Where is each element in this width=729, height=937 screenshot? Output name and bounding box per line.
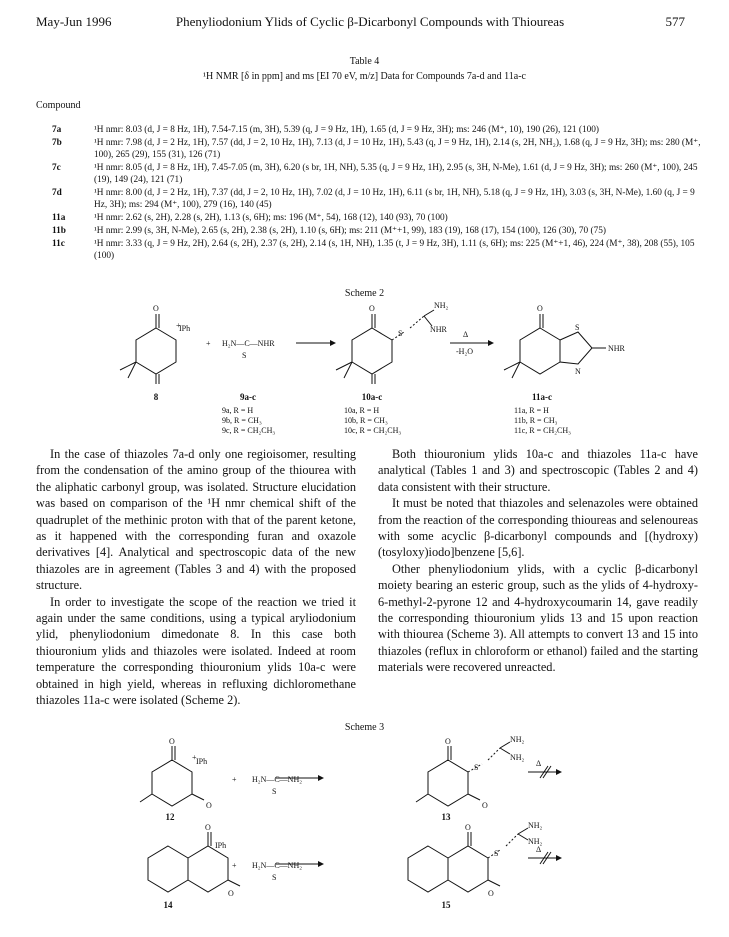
page-number: 577 <box>665 14 685 29</box>
compound-id: 7b <box>52 138 62 148</box>
structure-8-ring <box>136 328 176 374</box>
svg-text:O: O <box>465 823 471 832</box>
iph-label: IPh <box>179 324 191 333</box>
scheme-3-drawing <box>0 736 729 906</box>
structure-11-ring <box>520 328 560 374</box>
body-column-left <box>36 446 356 709</box>
reagent-thiourea-2: H₂N—C—NH₂ <box>252 861 303 870</box>
table-column-header-compound: Compound <box>36 100 81 111</box>
table-label: Table 4 <box>349 56 380 67</box>
compound-id: 11b <box>52 226 66 236</box>
svg-text:+: + <box>232 775 237 784</box>
nhr-label: NHR <box>430 325 447 334</box>
r-group-list-9: 9a, R = H 9b, R = CH₃ 9c, R = CH₂CH₃ <box>222 406 276 435</box>
reagent-thiourea: H₂N—C—NH₂ <box>252 775 303 784</box>
reagent-9: H₂N—C—NHR <box>222 339 275 348</box>
table-row <box>36 212 704 224</box>
scheme-2-title: Scheme 2 <box>344 288 385 299</box>
svg-text:O: O <box>206 801 212 810</box>
svg-text:+: + <box>176 321 181 330</box>
structure-15-ring-b <box>448 846 488 892</box>
body-column-right <box>378 446 698 676</box>
svg-text:+: + <box>232 861 237 870</box>
compound-label-9: 9a-c <box>240 392 256 402</box>
thio-s: S <box>242 351 247 360</box>
table-row <box>36 225 704 237</box>
structure-12-ring <box>152 760 192 806</box>
table-row <box>36 187 704 211</box>
r-group-list-10: 10a, R = H 10b, R = CH₃ 10c, R = CH₂CH₃ <box>344 406 402 435</box>
svg-text:S: S <box>494 849 499 858</box>
svg-text:O: O <box>205 823 211 832</box>
scheme-3-title: Scheme 3 <box>344 722 385 733</box>
compound-label-8: 8 <box>153 392 159 402</box>
running-header-date: May-Jun 1996 <box>36 14 112 29</box>
nmr-ms-data: ¹H nmr: 2.62 (s, 2H), 2.28 (s, 2H), 1.13 (s, 6H); ms: 196 (M⁺, 54), 168 (12), 140 (93), 70 (100) <box>94 213 448 223</box>
thio-s-12: S <box>272 787 277 796</box>
svg-text:O: O <box>153 304 159 313</box>
paragraph: It must be noted that thiazoles and selenazoles were obtained from the reaction of the corresponding thioureas and selenoureas with some acyclic β-dicarbonyl compounds and [(hydroxy)(tosyloxy)iodo]benzene [5,6]. <box>378 496 698 560</box>
nmr-ms-data: ¹H nmr: 8.03 (d, J = 8 Hz, 1H), 7.54-7.15 (m, 3H), 5.39 (q, J = 9 Hz, 1H), 1.65 (d, J = 9 Hz, 3H); ms: 246 (M⁺, 10), 190 (26), 121 (100) <box>94 125 600 135</box>
structure-13-ring <box>428 760 468 806</box>
svg-text:N: N <box>575 367 581 376</box>
nh2-label-15b: NH₂ <box>528 837 543 846</box>
paragraph: In the case of thiazoles 7a-d only one regioisomer, resulting from the condensation of the amino group of the thiourea with the aliphatic carbonyl group, was isolated. Structure elucidation was based on comparison of the ¹H nmr chemical shift of the quadruplet of the methinic proton with that of the parent ketone, as it happened with the corresponding furan and oxazole derivatives [4]. Analytical and spectroscopic data of the new thiazoles are in agreement (Tables 3 and 4) with the proposed structure. <box>36 447 356 593</box>
compound-id: 7c <box>52 163 61 173</box>
compound-id: 11a <box>52 213 66 223</box>
svg-text:O: O <box>537 304 543 313</box>
delta-label-13: Δ <box>536 759 542 768</box>
compound-label-11: 11a-c <box>532 392 552 402</box>
compound-label-15: 15 <box>441 900 451 910</box>
nmr-ms-data: ¹H nmr: 7.98 (d, J = 2 Hz, 1H), 7.57 (dd, J = 2, 10 Hz, 1H), 7.13 (d, J = 10 Hz, 1H), 5.43 (q, J = 9 Hz, 1H), 2.14 (s, 2H, NH₂), 1.68 (q, J = 9 Hz, 3H); ms: 280 (M⁺, 100), 265 (29), 155 (31), 126 (71) <box>94 138 701 160</box>
nmr-ms-data: ¹H nmr: 8.00 (d, J = 2 Hz, 1H), 7.37 (dd, J = 2, 10 Hz, 1H), 7.02 (d, J = 10 Hz, 1H), 6.11 (s br, 1H, NH), 5.18 (q, J = 9 Hz, 1H), 3.03 (s, 3H, N-Me), 1.60 (q, J = 9 Hz, 3H); ms: 294 (M⁺, 100), 279 (16), 140 (45) <box>94 188 695 210</box>
svg-text:S: S <box>398 329 403 338</box>
iph-label-12: IPh <box>196 757 208 766</box>
svg-text:S: S <box>575 323 580 332</box>
nmr-ms-data: ¹H nmr: 2.99 (s, 3H, N-Me), 2.65 (s, 2H), 2.38 (s, 2H), 1.10 (s, 6H); ms: 211 (M⁺+1, 99), 183 (19), 168 (17), 154 (100), 126 (30), 70 (75) <box>94 226 606 236</box>
table-row <box>36 137 704 161</box>
running-header-title: Phenyliodonium Ylids of Cyclic β-Dicarbonyl Compounds with Thioureas <box>175 14 565 29</box>
svg-text:O: O <box>482 801 488 810</box>
table-row <box>36 124 704 136</box>
thio-s-14: S <box>272 873 277 882</box>
paragraph: Both thiouronium ylids 10a-c and thiazoles 11a-c have analytical (Tables 1 and 3) and spectroscopic (Tables 2 and 4) data consistent with their structure. <box>378 447 698 494</box>
svg-text:O: O <box>445 737 451 746</box>
svg-text:+: + <box>206 339 211 348</box>
svg-text:O: O <box>228 889 234 898</box>
table-row <box>36 162 704 186</box>
nh2-label: NH₂ <box>434 301 449 310</box>
nh2-label-15a: NH₂ <box>528 821 543 830</box>
table-row <box>36 238 704 262</box>
structure-14-ring-a <box>148 846 188 892</box>
structure-14-ring-b <box>188 846 228 892</box>
nmr-ms-data: ¹H nmr: 8.05 (d, J = 8 Hz, 1H), 7.45-7.05 (m, 3H), 6.20 (s br, 1H, NH), 5.35 (q, J = 9 Hz, 1H), 2.95 (s, 3H, N-Me), 1.61 (d, J = 9 Hz, 3H); ms: 260 (M⁺, 100), 245 (19), 149 (24), 121 (71) <box>94 163 698 185</box>
compound-id: 7d <box>52 188 62 198</box>
svg-text:O: O <box>369 304 375 313</box>
svg-text:S: S <box>474 763 479 772</box>
table-caption: ¹H NMR [δ in ppm] and ms [EI 70 eV, m/z] Data for Compounds 7a-d and 11a-c <box>203 71 526 82</box>
minus-water-label: -H₂O <box>456 347 474 356</box>
paragraph: Other phenyliodonium ylids, with a cyclic β-dicarbonyl moiety bearing an esteric group, such as the ylids of 4-hydroxy-6-methyl-2-pyrone 12 and 4-hydroxycoumarin 14, gave readily the corresponding thiouronium ylids 13 and 15 upon reaction with thiourea (Scheme 3). All attempts to convert 13 and 15 into thiazoles (reflux in chloroform or ethanol) failed and the starting materials were recovered unreacted. <box>378 561 698 675</box>
nh2-label-13b: NH₂ <box>510 753 525 762</box>
compound-label-10: 10a-c <box>361 392 383 402</box>
iph-label-14: IPh <box>215 841 227 850</box>
structure-15-ring-a <box>408 846 448 892</box>
svg-text:O: O <box>488 889 494 898</box>
scheme-2-drawing <box>0 300 729 384</box>
compound-id: 11c <box>52 239 65 249</box>
compound-label-14: 14 <box>163 900 173 910</box>
delta-label-15: Δ <box>536 845 542 854</box>
nhr-label-11: NHR <box>608 344 625 353</box>
r-group-list-11: 11a, R = H 11b, R = CH₃ 11c, R = CH₂CH₃ <box>514 406 571 435</box>
nh2-label-13a: NH₂ <box>510 736 525 744</box>
compound-id: 7a <box>52 125 62 135</box>
paragraph: In order to investigate the scope of the reaction we tried it again under the same conditions, using a typical aryliodonium ylid, phenyliodonium dimedonate 8. In this case both thiouronium ylids and thiazoles were isolated. Indeed at room temperature the corresponding thiouronium ylids 10a-c were obtained in high yield, whereas in refluxing dichloromethane thiazoles 11a-c were isolated (Scheme 2). <box>36 594 356 708</box>
structure-10-ring <box>352 328 392 374</box>
svg-text:O: O <box>169 737 175 746</box>
compound-label-12: 12 <box>165 812 175 822</box>
delta-label: Δ <box>463 330 469 339</box>
structure-11-thiazole <box>560 332 592 364</box>
svg-text:+: + <box>192 753 197 762</box>
compound-label-13: 13 <box>441 812 451 822</box>
nmr-ms-data: ¹H nmr: 3.33 (q, J = 9 Hz, 2H), 2.64 (s, 2H), 2.37 (s, 2H), 2.14 (s, 1H, NH), 1.35 (t, J = 9 Hz, 3H), 1.11 (s, 6H); ms: 225 (M⁺+1, 46), 224 (M⁺, 38), 208 (55), 105 (100) <box>94 239 695 261</box>
